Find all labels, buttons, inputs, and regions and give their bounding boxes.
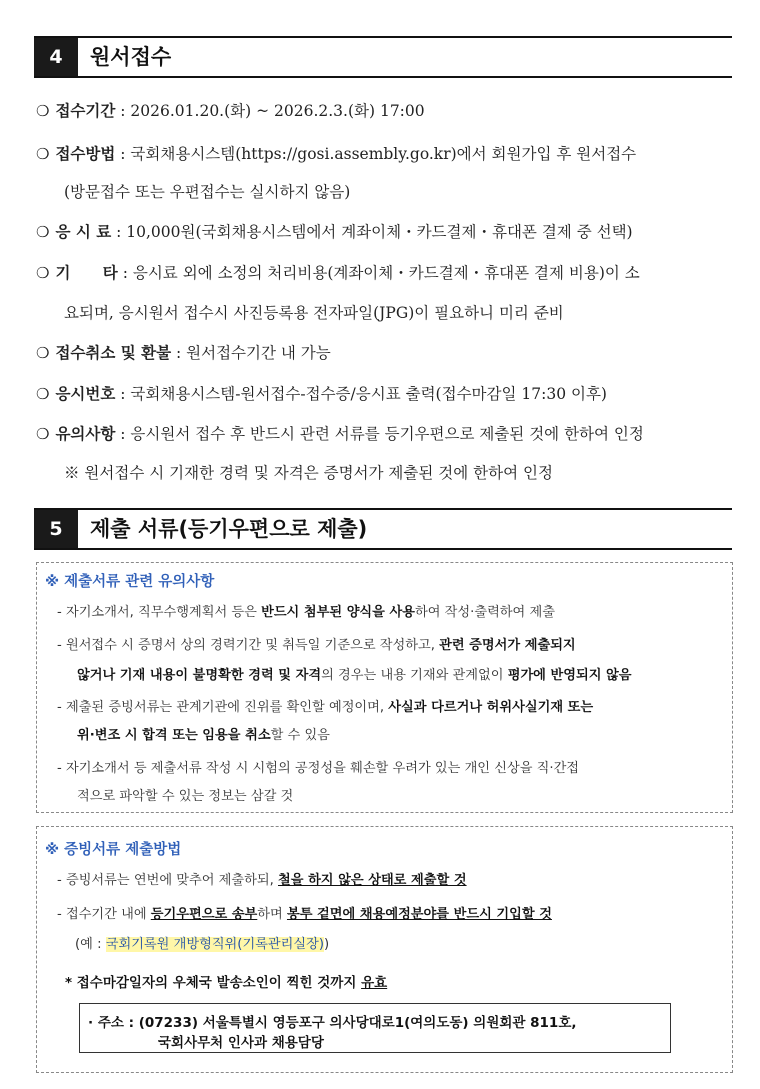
item-etc-cont: 요되며, 응시원서 접수시 사진등록용 전자파일(JPG)이 필요하니 미리 준비 [64,304,564,322]
circle-bullet-icon: ❍ [36,385,50,403]
circle-bullet-icon: ❍ [36,425,50,443]
item-period: ❍ 접수기간 : 2026.01.20.(화) ~ 2026.2.3.(화) 17:00 [36,102,425,120]
method-box [36,826,733,1073]
deadline-note: * 접수마감일자의 우체국 발송소인이 찍힌 것까지 유효 [65,975,388,991]
section-title: 원서접수 [90,45,172,69]
item-cancel: ❍ 접수취소 및 환불 : 원서접수기간 내 가능 [36,344,331,362]
method-item: - 증빙서류는 연번에 맞추어 제출하되, 철을 하지 않은 상태로 제출할 것 [57,873,467,888]
notice-title: ※ 제출서류 관련 유의사항 [45,574,215,590]
method-example: (예 : 국회기록원 개방형직위(기록관리실장)) [75,937,330,952]
item-number: ❍ 응시번호 : 국회채용시스템-원서접수-접수증/응시표 출력(접수마감일 17:30 이후) [36,385,607,403]
method-title: ※ 증빙서류 제출방법 [45,842,182,858]
method-item: - 접수기간 내에 등기우편으로 송부하며 봉투 겉면에 채용예정분야를 반드시 기입할 것 [57,907,552,922]
circle-bullet-icon: ❍ [36,344,50,362]
section-5-header [34,508,732,550]
notice-item: - 자기소개서 등 제출서류 작성 시 시험의 공정성을 훼손할 우려가 있는 개인 신상을 직·간접 [57,761,580,776]
notice-item: - 원서접수 시 증명서 상의 경력기간 및 취득일 기준으로 작성하고, 관련 증명서가 제출되지 [57,638,576,653]
address-box [79,1003,671,1053]
notice-item-cont: 위·변조 시 합격 또는 임용을 취소할 수 있음 [77,728,330,743]
item-fee: ❍ 응 시 료 : 10,000원(국회채용시스템에서 계좌이체・카드결제・휴대폰 결제 중 선택) [36,223,633,241]
circle-bullet-icon: ❍ [36,102,50,120]
item-method: ❍ 접수방법 : 국회채용시스템(https://gosi.assembly.go.kr)에서 회원가입 후 원서접수 [36,145,637,163]
notice-box [36,562,733,813]
item-caution-cont: ※ 원서접수 시 기재한 경력 및 자격은 증명서가 제출된 것에 한하여 인정 [64,464,553,482]
section-4-header [34,36,732,78]
circle-bullet-icon: ❍ [36,264,50,282]
notice-item: - 자기소개서, 직무수행계획서 등은 반드시 첨부된 양식을 사용하여 작성·출력하여 제출 [57,605,555,620]
address-line-2: 국회사무처 인사과 채용담당 [158,1035,324,1051]
section-title: 제출 서류(등기우편으로 제출) [90,517,368,541]
item-caution: ❍ 유의사항 : 응시원서 접수 후 반드시 관련 서류를 등기우편으로 제출된 것에 한하여 인정 [36,425,644,443]
section-number: 5 [34,510,78,548]
highlighted-example: 국회기록원 개방형직위(기록관리실장) [105,937,325,952]
notice-item-cont: 않거나 기재 내용이 불명확한 경력 및 자격의 경우는 내용 기재와 관계없이 평가에 반영되지 않음 [77,668,632,683]
item-etc: ❍ 기 타 : 응시료 외에 소정의 처리비용(계좌이체・카드결제・휴대폰 결제 비용)이 소 [36,264,640,282]
circle-bullet-icon: ❍ [36,223,50,241]
section-number: 4 [34,38,78,76]
item-method-cont: (방문접수 또는 우편접수는 실시하지 않음) [64,183,351,201]
circle-bullet-icon: ❍ [36,145,50,163]
notice-item-cont: 적으로 파악할 수 있는 정보는 삼갈 것 [77,789,294,804]
address-line-1: · 주소 : (07233) 서울특별시 영등포구 의사당대로1(여의도동) 의원회관 811호, [88,1015,577,1031]
notice-item: - 제출된 증빙서류는 관계기관에 진위를 확인할 예정이며, 사실과 다르거나 허위사실기재 또는 [57,700,594,715]
